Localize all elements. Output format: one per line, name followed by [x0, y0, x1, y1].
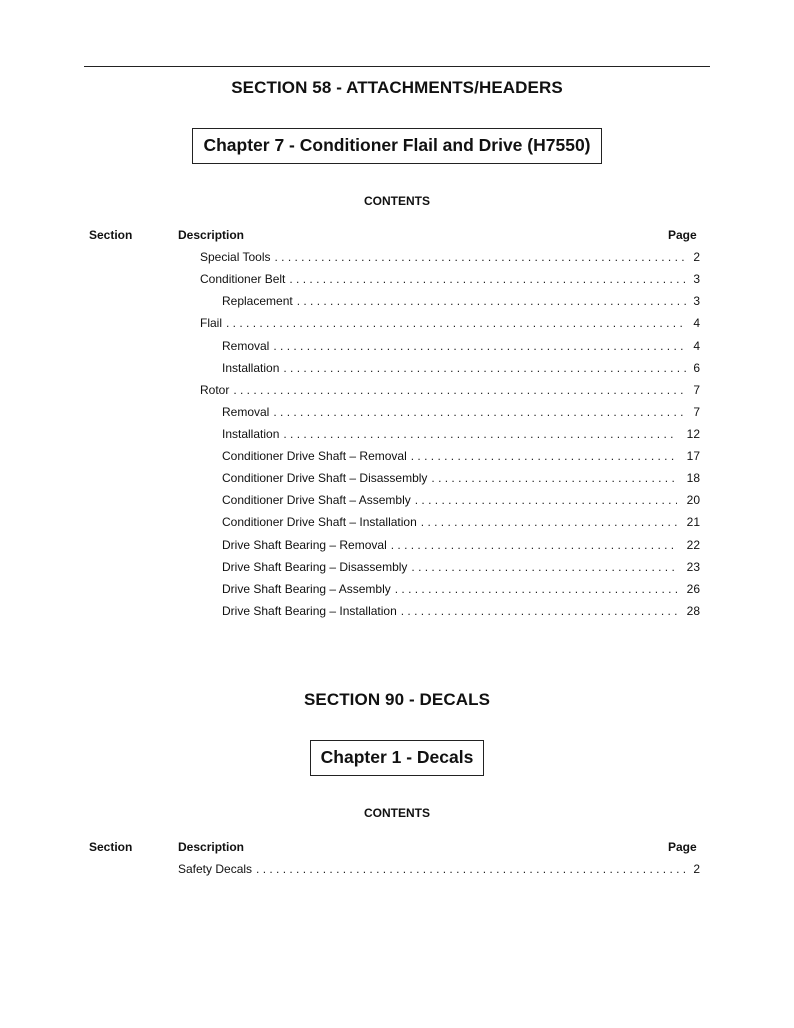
toc-entry-rotor-removal[interactable]: Removal . . . 7: [222, 403, 700, 419]
col-head-section-90: Section: [89, 840, 133, 854]
chapter-7-wrapper: [0, 128, 794, 164]
toc-entry-cds-disassembly[interactable]: Conditioner Drive Shaft – Disassembly . . . 18: [222, 469, 700, 485]
section-90-title: SECTION 90 - DECALS: [303, 690, 491, 709]
col-head-page-58: Page: [668, 228, 697, 242]
toc-entry-special-tools[interactable]: Special Tools . . . 2: [200, 248, 700, 264]
toc-entry-cds-installation[interactable]: Conditioner Drive Shaft – Installation . . . 21: [222, 513, 700, 529]
chapter-1-title: Chapter 1 - Decals: [310, 740, 485, 776]
toc-entry-rotor[interactable]: Rotor . . . 7: [200, 381, 700, 397]
toc-entry-conditioner-belt[interactable]: Conditioner Belt . . . 3: [200, 270, 700, 286]
toc-entry-flail[interactable]: Flail . . . 4: [200, 314, 700, 330]
toc-entry-dsb-disassembly[interactable]: Drive Shaft Bearing – Disassembly . . . 23: [222, 558, 700, 574]
toc-entry-dsb-assembly[interactable]: Drive Shaft Bearing – Assembly . . . 26: [222, 580, 700, 596]
toc-entry-flail-installation[interactable]: Installation . . . 6: [222, 359, 700, 375]
contents-label-58: CONTENTS: [364, 194, 430, 208]
col-head-page-90: Page: [668, 840, 697, 854]
col-head-description-58: Description: [178, 228, 245, 242]
contents-label-90: CONTENTS: [364, 806, 430, 820]
toc-entry-cds-removal[interactable]: Conditioner Drive Shaft – Removal . . . 17: [222, 447, 700, 463]
toc-entry-dsb-installation[interactable]: Drive Shaft Bearing – Installation . . . 28: [222, 602, 700, 618]
top-rule: [84, 66, 710, 67]
col-head-description-90: Description: [178, 840, 245, 854]
toc-entry-cds-assembly[interactable]: Conditioner Drive Shaft – Assembly . . . 20: [222, 491, 700, 507]
toc-entry-safety-decals[interactable]: Safety Decals . . . 2: [178, 860, 700, 876]
toc-entry-rotor-installation[interactable]: Installation . . . 12: [222, 425, 700, 441]
toc-entry-flail-removal[interactable]: Removal . . . 4: [222, 337, 700, 353]
section-58-title: SECTION 58 - ATTACHMENTS/HEADERS: [231, 78, 563, 97]
col-head-section-58: Section: [89, 228, 133, 242]
chapter-1-wrapper: [0, 740, 794, 776]
toc-entry-dsb-removal[interactable]: Drive Shaft Bearing – Removal . . . 22: [222, 536, 700, 552]
chapter-7-title: Chapter 7 - Conditioner Flail and Drive (H7550): [192, 128, 601, 164]
toc-entry-belt-replacement[interactable]: Replacement . . . 3: [222, 292, 700, 308]
